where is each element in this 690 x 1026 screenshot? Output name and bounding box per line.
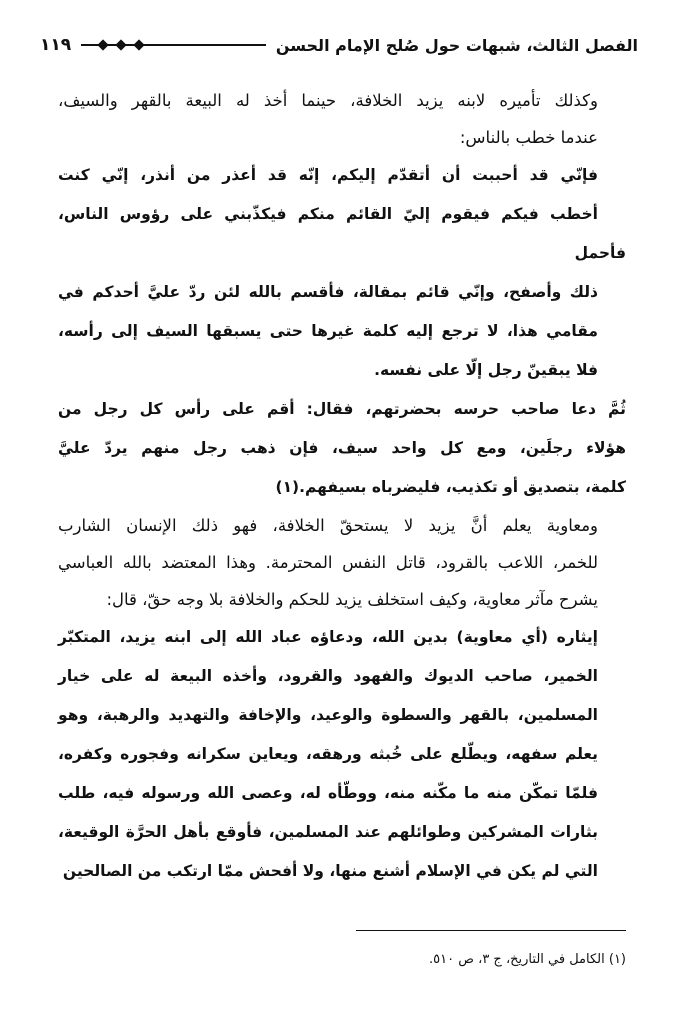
text-line: الخمير، صاحب الديوك والفهود والقرود، وأخذه البيعة له على خيار [58,667,598,685]
text-line: التي لم يكن في الإسلام أشنع منها، ولا أفحش ممّا ارتكب من الصالحين [62,862,598,880]
text-line: يشرح مآثر معاوية، وكيف استخلف يزيد للحكم والخلافة بلا وجه حقّ، قال: [106,590,598,609]
chapter-title: الفصل الثالث، شبهات حول صُلح الإمام الحسن [275,35,638,55]
ornament-diamond [115,39,126,50]
ornament-diamond [133,39,144,50]
text-line: ذلك وأصفح، وإنّي قائم بمقالة، فأقسم بالله لئن ردّ عليَّ أحدكم في [58,283,598,301]
text-line: بثارات المشركين وطوائلهم عند المسلمين، فأوقع بأهل الحرَّة الوقيعة، [58,823,598,841]
quoted-passage [58,390,626,507]
header-ornament-rule [81,44,266,46]
text-line: فلا يبقينّ رجل إلّا على نفسه. [374,361,598,379]
text-line: فإنّي قد أحببت أن أتقدّم إليكم، إنّه قد أعذر من أنذر، إنّي كنت [58,166,598,184]
quoted-passage [58,618,626,891]
text-line: المسلمين، بالقهر والسطوة والوعيد، والإخافة والتهديد والرهبة، وهو [58,706,598,724]
text-line: مقامي هذا، لا ترجع إليه كلمة غيرها حتى يسبقها السيف إلى رأسه، [58,322,598,340]
paragraph [58,507,626,618]
text-line: ومعاوية يعلم أنَّ يزيد لا يستحقّ الخلافة، فهو ذلك الإنسان الشارب [58,516,598,535]
page-number: ١١٩ [40,35,72,55]
footnote: (١) الكامل في التاريخ، ج ٣، ص ٥١٠. [429,952,626,967]
text-line: عندما خطب بالناس: [459,128,598,147]
body-text [58,82,626,891]
text-line: أخطب فيكم فيقوم إليّ القائم منكم فيكذّبني على رؤوس الناس، فأحمل [58,205,626,262]
text-line: إيثاره (أي معاوية) بدين الله، ودعاؤه عباد الله إلى ابنه يزيد، المتكبّر [58,628,598,646]
text-line: وكذلك تأميره لابنه يزيد الخلافة، حينما أخذ له البيعة بالقهر والسيف، [58,91,598,110]
footnote-rule [356,930,626,931]
text-line: هؤلاء رجلَين، ومع كل واحد سيف، فإن ذهب رجل منهم يردّ عليَّ [58,439,626,457]
text-line: ثُمَّ دعا صاحب حرسه بحضرتهم، فقال: أقم على رأس كل رجل من [58,400,626,418]
quoted-passage [58,156,626,390]
paragraph [58,82,626,156]
text-line: للخمر، اللاعب بالقرود، قاتل النفس المحترمة. وهذا المعتضد بالله العباسي [58,553,598,572]
running-header [40,30,638,60]
ornament-diamond [97,39,108,50]
text-line: يعلم سفهه، ويطّلع على خُبثه ورهقه، ويعاين سكرانه وفجوره وكفره، [58,745,598,763]
text-line: كلمة، بتصديق أو تكذيب، فليضرباه بسيفهم.(١) [275,478,626,496]
text-line: فلمّا تمكّن منه ما مكّنه منه، ووطّأه له، وعصى الله ورسوله فيه، طلب [58,784,598,802]
